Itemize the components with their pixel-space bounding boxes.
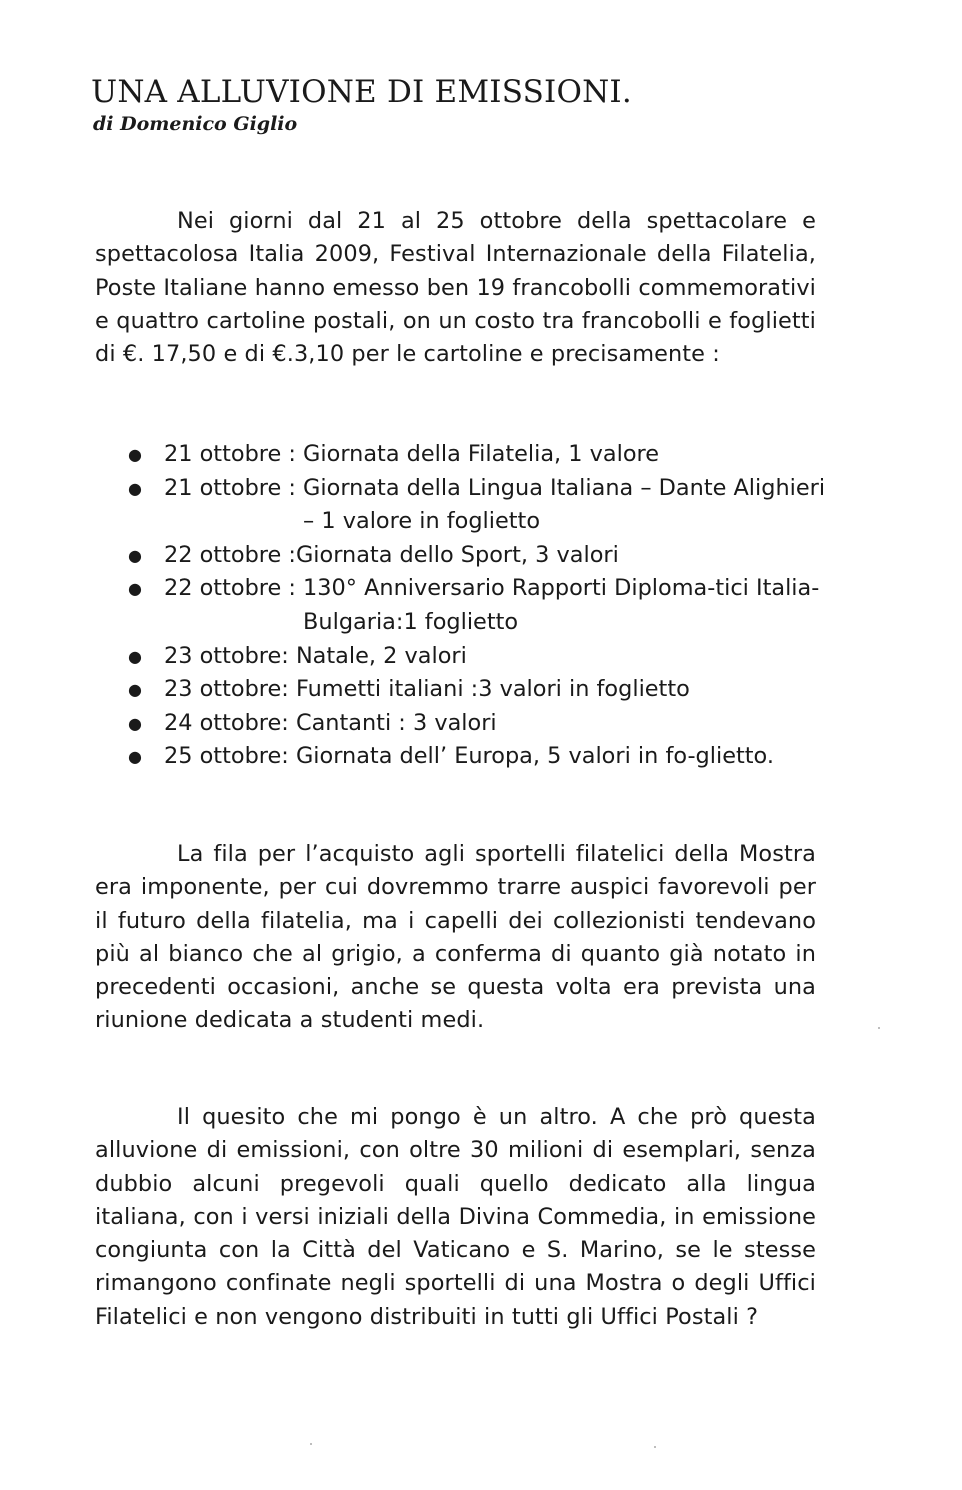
scan-speck [654, 1446, 656, 1448]
scan-speck [310, 1443, 312, 1445]
issue-date: 22 ottobre : [164, 575, 304, 602]
list-item [128, 740, 828, 774]
issue-text: Giornata dell’ Europa, 5 valori in fo-glietto. [295, 743, 774, 770]
scan-speck [878, 1027, 880, 1029]
issue-text: Fumetti italiani :3 valori in foglietto [295, 676, 690, 703]
bullet-icon: ● [128, 646, 142, 666]
issue-date: 25 ottobre: [164, 743, 296, 770]
issue-text: Cantanti : 3 valori [295, 709, 497, 736]
bullet-icon: ● [128, 747, 142, 767]
issue-date: 23 ottobre: [164, 676, 296, 703]
issue-text: Giornata della Lingua Italiana – Dante Alighieri – 1 valore in foglietto [303, 474, 826, 535]
issue-date: 24 ottobre: [164, 709, 296, 736]
article-title: UNA ALLUVIONE DI EMISSIONI. [91, 74, 632, 110]
paragraph-queue: La fila per l’acquisto agli sportelli filatelici della Mostra era imponente, per cui dovremmo trarre auspici favorevoli per il futuro della filatelia, ma i capelli dei collezionisti tendevano più al bianco che al grigio, a conferma di quanto già notato in precedenti occasioni, anche se questa volta era prevista una riunione dedicata a studenti medi. [95, 841, 816, 1034]
bullet-icon: ● [128, 680, 142, 700]
list-item [128, 438, 828, 472]
bullet-icon: ● [128, 713, 142, 733]
issue-text: Natale, 2 valori [295, 642, 467, 669]
issue-date: 21 ottobre : [164, 441, 304, 467]
paragraph-intro: Nei giorni dal 21 al 25 ottobre della spettacolare e spettacolosa Italia 2009, Festival Internazionale della Filatelia, Poste Italiane hanno emesso ben 19 francobolli commemorativi e quattro cartoline postali, on un costo tra francobolli e foglietti di €. 17,50 e di €.3,10 per le cartoline e precisamente : [95, 208, 816, 368]
bullet-icon: ● [128, 445, 142, 464]
issue-date: 22 ottobre : [164, 541, 296, 568]
list-item [128, 707, 828, 741]
issue-text: 130° Anniversario Rapporti Diploma-tici Italia-Bulgaria:1 foglietto [303, 575, 820, 635]
article-byline: di Domenico Giglio [93, 113, 298, 135]
bullet-icon: ● [128, 478, 142, 498]
paragraph-question: Il quesito che mi pongo è un altro. A che prò questa alluvione di emissioni, con oltre 30 milioni di esemplari, senza dubbio alcuni pregevoli quali quello dedicato alla lingua italiana, con i versi iniziali della Divina Commedia, in emissione congiunta con la Città del Vaticano e S. Marino, se le stesse rimangono confinate negli sportelli di una Mostra o degli Uffici Filatelici e non vengono distribuiti in tutti gli Uffici Postali ? [95, 1104, 816, 1330]
list-item [128, 472, 828, 539]
bullet-icon: ● [128, 579, 142, 599]
issue-date: 23 ottobre: [164, 642, 296, 669]
issues-list [128, 438, 828, 774]
list-item [128, 572, 828, 639]
issue-date: 21 ottobre : [164, 474, 304, 501]
list-item [128, 673, 828, 707]
list-item [128, 539, 828, 573]
list-item [128, 640, 828, 674]
issue-text: Giornata della Filatelia, 1 valore [303, 441, 660, 467]
issue-text: Giornata dello Sport, 3 valori [295, 541, 619, 568]
bullet-icon: ● [128, 545, 142, 565]
